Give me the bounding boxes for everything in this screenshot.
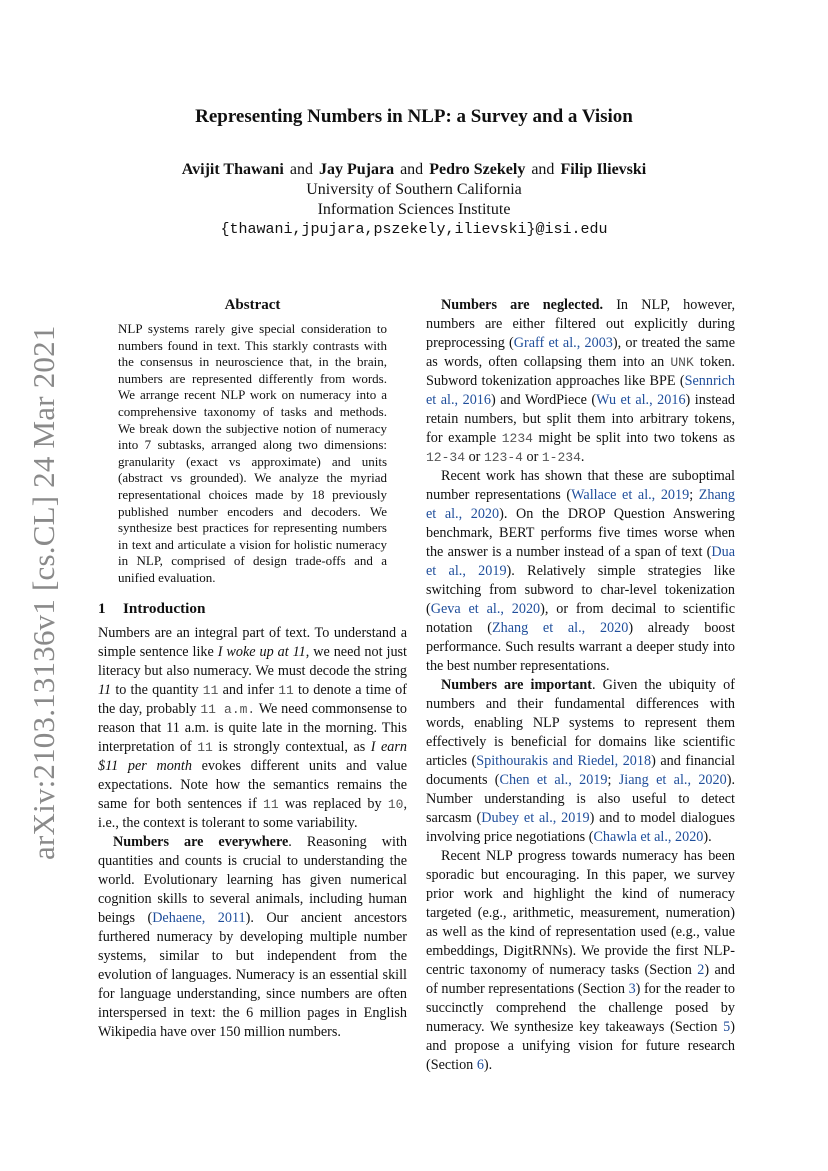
mono-run: 1-234 — [541, 450, 581, 465]
section-number: 1 — [98, 599, 106, 617]
text-run: ) and of number representations (Section — [426, 962, 735, 997]
text-run: Recent work has shown that these are suboptimal number representations ( — [426, 468, 735, 503]
citation-link[interactable]: Wu et al., 2016 — [596, 392, 686, 408]
citation-link[interactable]: Dubey et al., 2019 — [481, 810, 590, 826]
italic-run: I earn $11 per month — [98, 738, 407, 774]
mono-run: 1234 — [501, 431, 533, 446]
italic-run: 11 — [98, 681, 112, 698]
section-ref-link[interactable]: 3 — [628, 981, 636, 997]
text-run: token. Subword tokenization approaches like BPE ( — [426, 354, 735, 389]
author-separator: and — [531, 161, 555, 178]
text-run: ). Our ancient ancestors furthered numeracy by developing multiple number systems, similar to but independent from the evolution of languages. Numeracy is an essential skill for language understanding, since numbers are often interspersed in text: the 6 million pages in English Wikipedia have over 150 million numbers. — [98, 909, 407, 1040]
author-separator: and — [289, 161, 313, 178]
paper-title: Representing Numbers in NLP: a Survey and a Vision — [195, 106, 633, 127]
mono-run: 11 a.m. — [200, 701, 256, 717]
text-run: or — [465, 449, 484, 465]
text-run: ; — [689, 487, 699, 503]
section-heading-introduction — [98, 599, 407, 618]
text-run: ). On the DROP Question Answering benchmark, BERT performs five times worse when the answer is a number instead of a span of text ( — [426, 506, 736, 560]
citation-link[interactable]: Dua et al., 2019 — [426, 544, 735, 579]
text-run: ; — [607, 772, 619, 788]
author-name: Jay Pujara — [318, 161, 395, 178]
section-ref-link[interactable]: 5 — [723, 1019, 731, 1035]
mono-run: 123-4 — [483, 450, 523, 465]
citation-link[interactable]: Sennrich et al., 2016 — [426, 373, 735, 408]
text-run: We need commonsense to reason that 11 a.m. is quite late in the morning. This interpretation of — [98, 700, 408, 755]
citation-link[interactable]: Dehaene, 2011 — [152, 909, 246, 926]
text-run: ) instead retain numbers, but split them into arbitrary tokens, for example — [426, 392, 735, 446]
text-run: ). — [703, 829, 712, 845]
affiliation-university: University of Southern California — [306, 181, 522, 198]
text-run: might be split into two tokens as — [532, 430, 735, 446]
affiliation-institute: Information Sciences Institute — [317, 201, 511, 218]
citation-link[interactable]: Wallace et al., 2019 — [571, 487, 690, 503]
text-run: to denote a time of the day, probably — [98, 681, 407, 717]
bold-run: Numbers are everywhere — [113, 833, 289, 850]
abstract-heading: Abstract — [224, 297, 281, 313]
author-name: Avijit Thawani — [181, 161, 284, 178]
citation-link[interactable]: Jiang et al., 2020 — [618, 772, 727, 788]
author-block — [0, 160, 828, 240]
text-run: was replaced by — [278, 795, 388, 812]
text-run: ). Relatively simple strategies like switching from subword to char-level tokenization ( — [426, 563, 735, 617]
section-ref-link[interactable]: 6 — [476, 1057, 484, 1073]
bold-run: Numbers are neglected. — [441, 297, 604, 313]
text-run: In NLP, however, numbers are either filtered out explicitly during preprocessing ( — [426, 297, 735, 351]
right-paragraph-4 — [426, 847, 735, 1075]
author-separator: and — [400, 161, 424, 178]
arxiv-stamp — [26, 325, 62, 860]
text-run: Numbers are an integral part of text. To understand a simple sentence like — [98, 624, 407, 660]
text-run: , i.e., the context is tolerant to some variability. — [98, 795, 407, 831]
arxiv-id: arXiv:2103.13136v1 [cs.CL] 24 Mar 2021 — [26, 325, 61, 860]
mono-run: UNK — [670, 355, 694, 370]
text-run: ). — [483, 1057, 493, 1073]
text-run: . Reasoning with quantities and counts is crucial to understanding the world. Evolutionary learning has given numerical cognition skills to several animals, including human beings ( — [98, 833, 407, 926]
mono-run: 10 — [387, 796, 404, 812]
text-run: , we need not just literacy but also numeracy. We must decode the string — [98, 643, 407, 679]
author-names — [0, 160, 828, 180]
text-run: ), or treated the same as words, often collapsing them into an — [426, 335, 735, 370]
text-run: ), or from decimal to scientific notation ( — [426, 601, 735, 636]
citation-link[interactable]: Chawla et al., 2020 — [593, 829, 704, 845]
text-run: ) already boost performance. Such results warrant a deeper study into the best number representations. — [426, 620, 735, 674]
abstract-text: NLP systems rarely give special consideration to numbers found in text. This starkly contrasts with the consensus in neuroscience that, in the brain, numbers are represented differently from words. We arrange recent NLP work on numeracy into a comprehensive taxonomy of tasks and methods. We break down the subjective notion of numeracy into 7 subtasks, arranged along two dimensions: granularity (exact vs approximate) and units (abstract vs grounded). We analyze the myriad representational choices made by 18 previously published number encoders and decoders. We synthesize best practices for representing numbers in text and articulate a vision for holistic numeracy in NLP, comprised of design trade-offs and a unified evaluation. — [118, 321, 387, 585]
text-run: ) and propose a unifying vision for future research (Section — [426, 1019, 735, 1073]
citation-link[interactable]: Chen et al., 2019 — [499, 772, 608, 788]
left-column — [98, 296, 407, 1042]
text-run: to the quantity — [111, 681, 203, 698]
text-run: and infer — [218, 681, 279, 698]
section-title: Introduction — [123, 599, 206, 617]
right-paragraph-1 — [426, 296, 735, 467]
bold-run: Numbers are important — [441, 677, 593, 693]
citation-link[interactable]: Zhang et al., 2020 — [491, 620, 629, 636]
section-ref-link[interactable]: 2 — [697, 962, 705, 978]
italic-run: I woke up at 11 — [217, 643, 306, 660]
author-name: Filip Ilievski — [560, 161, 647, 178]
intro-paragraph-2 — [98, 833, 407, 1042]
text-run: ) and financial documents ( — [426, 753, 736, 788]
text-run: ) and to model dialogues involving price negotiations ( — [426, 810, 735, 845]
text-run: or — [522, 449, 542, 465]
text-run: evokes different units and value expectations. Note how the semantics remains the same for both sentences if — [98, 757, 408, 812]
right-paragraph-3 — [426, 676, 735, 847]
text-run: Recent NLP progress towards numeracy has been sporadic but encouraging. In this paper, we survey prior work and highlight the kind of numeracy targeted (e.g., arithmetic, measurement, numeration) as well as the kind of representation used (e.g., value embeddings, DigitRNNs). We provide the first NLP-centric taxonomy of numeracy tasks (Section — [426, 848, 735, 978]
citation-link[interactable]: Zhang et al., 2020 — [426, 487, 735, 522]
citation-link[interactable]: Geva et al., 2020 — [430, 601, 541, 617]
right-paragraph-2 — [426, 467, 735, 676]
text-run: ) for the reader to succinctly comprehend the challenge posed by numeracy. We synthesize key takeaways (Section — [426, 981, 735, 1035]
author-email: {thawani,jpujara,pszekely,ilievski}@isi.edu — [220, 221, 608, 238]
citation-link[interactable]: Graff et al., 2003 — [513, 335, 613, 351]
citation-link[interactable]: Spithourakis and Riedel, 2018 — [476, 753, 652, 769]
mono-run: 11 — [202, 682, 219, 698]
mono-run: 12-34 — [426, 450, 466, 465]
text-run: . Given the ubiquity of numbers and their fundamental differences with words, enabling NLP systems to represent them effectively is beneficial for domains like scientific articles ( — [426, 677, 735, 769]
intro-paragraph-1 — [98, 624, 407, 833]
mono-run: 11 — [263, 796, 279, 812]
text-run: ) and WordPiece ( — [491, 392, 597, 408]
author-name: Pedro Szekely — [429, 161, 526, 178]
right-column — [426, 296, 735, 1075]
mono-run: 11 — [278, 682, 294, 698]
text-run: . — [580, 449, 585, 465]
mono-run: 11 — [197, 739, 213, 755]
text-run: ). Number understanding is also useful to detect sarcasm ( — [426, 772, 735, 826]
text-run: is strongly contextual, as — [212, 738, 371, 755]
